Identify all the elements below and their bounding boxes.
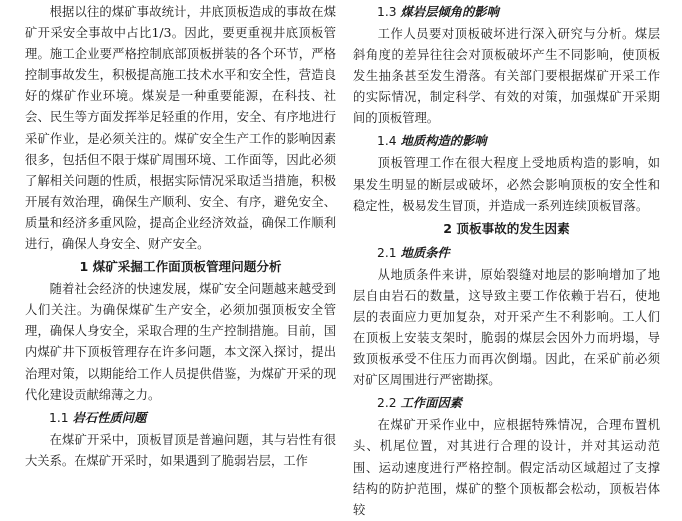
left-column	[25, 0, 336, 472]
subsection-2-1-number: 2.1	[377, 245, 397, 260]
subsection-1-1-number: 1.1	[49, 410, 69, 425]
subsection-2-2-number: 2.2	[377, 396, 397, 411]
subsection-1-4-title: 地质构造的影响	[400, 133, 487, 149]
subsection-1-3-number: 1.3	[377, 5, 397, 19]
subsection-1-3-paragraph: 工作人员要对顶板破坏进行深入研究与分析。煤层斜角度的差异往往会对顶板破坏产生不同影响，使顶板发生抽条甚至发生滑落。有关部门要根据煤矿开采工作的实际情况，制定科学、有效的对策，加强煤矿开采期间的顶板管理。	[353, 27, 660, 126]
subsection-1-1-title: 岩石性质问题	[72, 409, 147, 425]
subsection-1-4-number: 1.4	[377, 134, 397, 149]
subsection-1-4-paragraph: 顶板管理工作在很大程度上受地质构造的影响，如果发生明显的断层或破坏，必然会影响顶板的安全性和稳定性，极易发生冒顶，并造成一系列连续顶板冒落。	[353, 156, 660, 213]
subsection-1-1-paragraph: 在煤矿开采中，顶板冒顶是普遍问题，其与岩性有很大关系。在煤矿开采时，如果遇到了脆弱岩层，工作	[25, 432, 336, 468]
subsection-2-1-heading	[353, 241, 660, 265]
intro-paragraph: 根据以往的煤矿事故统计，井底顶板造成的事故在煤矿开采安全事故中占比1/3。因此，要更重视井底顶板管理。施工企业要严格控制底部顶板拼装的各个环节，严格控制事故发生，积极提高施工技术水平和安全性，营造良好的煤矿作业环境。煤炭是一种重要能源，在科技、社会、民生等方面发挥举足轻重的作用，安全、有序地进行采矿作业，是必须关注的。煤矿安全生产工作的影响因素很多，包括但不限于煤矿周围环境、工作面等，因此必须了解相关问题的性质，根据实际情况采取适当措施，积极开展有效治理，确保生产顺利、安全、有序，避免安全、质量和经济多重风险，提高企业经济效益，确保工作顺利进行，确保人身安全、财产安全。	[25, 5, 336, 252]
subsection-1-3-heading	[353, 0, 660, 24]
subsection-2-1-title: 地质条件	[400, 244, 450, 260]
subsection-2-2-paragraph: 在煤矿开采作业中，应根据特殊情况，合理布置机头、机尾位置，对其进行合理的设计，并对其运动范围、运动速度进行严格控制。假定活动区域超过了支撑结构的防护范围，煤矿的整个顶板都会松动，顶板岩体较	[353, 418, 660, 517]
subsection-2-2-title: 工作面因素	[400, 395, 462, 411]
section-2-heading: 2 顶板事故的发生因素	[443, 220, 570, 236]
subsection-1-3-title: 煤岩层倾角的影响	[400, 4, 499, 19]
subsection-1-4-heading	[353, 129, 660, 153]
right-column	[353, 0, 660, 521]
section-1-heading: 1 煤矿采掘工作面顶板管理问题分析	[79, 259, 282, 275]
subsection-2-2-heading	[353, 391, 660, 415]
subsection-2-1-paragraph: 从地质条件来讲，原始裂缝对地层的影响增加了地层自由岩石的数量，这导致主要工作依赖于岩石，使地层的表面应力更加复杂，对开采产生不利影响。工人们在顶板上安装支架时，脆弱的煤层会因外力而坍塌，导致顶板承受不住压力而再次倒塌。因此，在采矿前必须对矿区周围进行严密勘探。	[353, 267, 660, 388]
subsection-1-1-heading	[25, 406, 336, 430]
section-1-paragraph: 随着社会经济的快速发展，煤矿安全问题越来越受到人们关注。为确保煤矿生产安全，必须加强顶板安全管理，确保人身安全，采取合理的生产控制措施。目前，国内煤矿井下顶板管理存在许多问题，本文深入探讨，提出治理对策，以期能给工作人员提供借鉴，为煤矿开采的现代化建设贡献绵薄之力。	[25, 282, 336, 402]
